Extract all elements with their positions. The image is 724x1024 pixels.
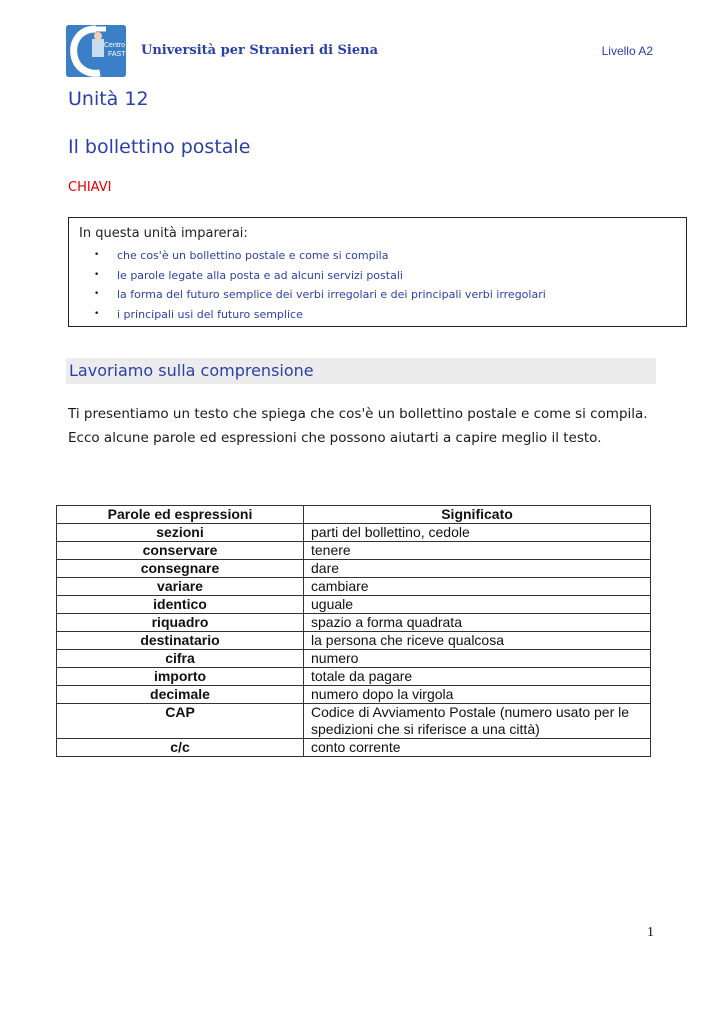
list-item	[69, 305, 546, 325]
table-row	[57, 614, 651, 632]
level-label: Livello A2	[601, 44, 653, 58]
logo-text-fast: FAST	[108, 51, 126, 58]
term-cell: variare	[57, 578, 304, 596]
section-title: Lavoriamo sulla comprensione	[69, 361, 314, 380]
table-row	[57, 578, 651, 596]
term-cell: importo	[57, 668, 304, 686]
term-cell: cifra	[57, 650, 304, 668]
term-cell: consegnare	[57, 560, 304, 578]
intro-paragraph-2: Ecco alcune parole ed espressioni che possono aiutarti a capire meglio il testo.	[68, 430, 602, 446]
list-item-text: le parole legate alla posta e ad alcuni servizi postali	[117, 268, 403, 282]
intro-text	[68, 402, 654, 450]
term-cell: destinatario	[57, 632, 304, 650]
term-cell: conservare	[57, 542, 304, 560]
meaning-cell: tenere	[304, 542, 651, 560]
table-row	[57, 739, 651, 757]
column-header-terms: Parole ed espressioni	[57, 506, 304, 524]
university-name: Università per Stranieri di Siena	[141, 43, 379, 58]
meaning-cell: spazio a forma quadrata	[304, 614, 651, 632]
term-cell: c/c	[57, 739, 304, 757]
meaning-cell: parti del bollettino, cedole	[304, 524, 651, 542]
meaning-cell: numero	[304, 650, 651, 668]
meaning-cell: cambiare	[304, 578, 651, 596]
answer-keys-label: CHIAVI	[68, 180, 112, 195]
learning-objectives-title: In questa unità imparerai:	[79, 226, 248, 241]
term-cell: sezioni	[57, 524, 304, 542]
list-item-text: i principali usi del futuro semplice	[117, 307, 303, 321]
centro-fast-logo	[66, 25, 126, 77]
term-cell: identico	[57, 596, 304, 614]
table-row	[57, 524, 651, 542]
term-cell: decimale	[57, 686, 304, 704]
table-row	[57, 686, 651, 704]
list-item	[69, 285, 546, 305]
term-cell: riquadro	[57, 614, 304, 632]
meaning-cell: dare	[304, 560, 651, 578]
term-cell: CAP	[57, 704, 304, 739]
bullet-icon: •	[94, 308, 100, 319]
table-row	[57, 650, 651, 668]
table-header-row	[57, 506, 651, 524]
page-number: 1	[647, 925, 654, 940]
unit-number: Unità 12	[68, 88, 149, 110]
learning-objectives-list	[69, 246, 546, 324]
section-heading-band	[66, 358, 656, 384]
glossary-table	[56, 505, 651, 757]
table-row	[57, 542, 651, 560]
meaning-cell: Codice di Avviamento Postale (numero usato per le spedizioni che si riferisce a una città)	[304, 704, 651, 739]
meaning-cell: uguale	[304, 596, 651, 614]
table-row	[57, 704, 651, 739]
bullet-icon: •	[94, 250, 100, 260]
bullet-icon: •	[94, 269, 100, 280]
list-item	[69, 246, 546, 266]
list-item	[69, 266, 546, 286]
table-row	[57, 560, 651, 578]
list-item-text: la forma del futuro semplice dei verbi irregolari e dei principali verbi irregolari	[117, 288, 546, 301]
meaning-cell: totale da pagare	[304, 668, 651, 686]
logo-text-centro: Centro	[104, 42, 126, 49]
learning-objectives-box	[68, 217, 687, 327]
meaning-cell: la persona che riceve qualcosa	[304, 632, 651, 650]
intro-paragraph-1: Ti presentiamo un testo che spiega che cos'è un bollettino postale e come si compila.	[68, 406, 648, 422]
centro-fast-logo-graphic	[66, 25, 126, 77]
column-header-meaning: Significato	[304, 506, 651, 524]
table-row	[57, 596, 651, 614]
unit-title: Il bollettino postale	[68, 136, 251, 158]
table-row	[57, 668, 651, 686]
table-row	[57, 632, 651, 650]
meaning-cell: numero dopo la virgola	[304, 686, 651, 704]
bullet-icon: •	[94, 289, 100, 299]
list-item-text: che cos'è un bollettino postale e come si compila	[117, 249, 389, 262]
meaning-cell: conto corrente	[304, 739, 651, 757]
